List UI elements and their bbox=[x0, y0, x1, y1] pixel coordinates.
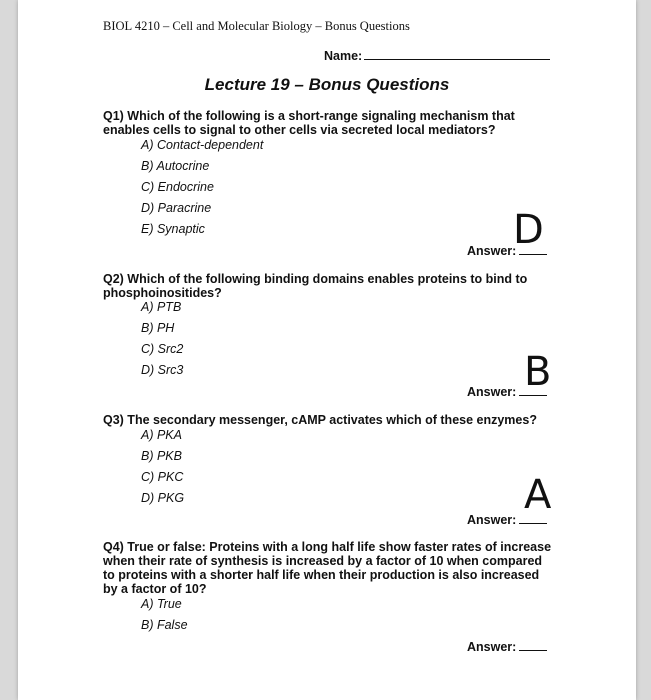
q3-option-b: B) PKB bbox=[141, 449, 182, 463]
q2-answer-field[interactable] bbox=[467, 384, 547, 399]
q2-option-a: A) PTB bbox=[141, 300, 182, 314]
q4-option-a: A) True bbox=[141, 597, 182, 611]
page-title: Lecture 19 – Bonus Questions bbox=[204, 75, 450, 94]
q3-answer-field[interactable] bbox=[467, 512, 547, 527]
q1-answer-field[interactable] bbox=[467, 243, 547, 258]
name-field[interactable] bbox=[324, 47, 550, 63]
question-2-text: Q2) Which of the following binding domains enables proteins to bind to phosphoinositides? bbox=[103, 272, 528, 300]
name-label: Name: bbox=[324, 49, 363, 63]
q4-option-b: B) False bbox=[141, 618, 188, 632]
q4-answer-label: Answer: bbox=[467, 640, 517, 654]
name-blank[interactable] bbox=[364, 47, 550, 60]
q3-option-a: A) PKA bbox=[141, 428, 182, 442]
q1-option-d: D) Paracrine bbox=[141, 201, 212, 215]
q3-option-d: D) PKG bbox=[141, 491, 185, 505]
q3-answer-blank[interactable] bbox=[519, 512, 547, 524]
q1-handwritten-answer: D bbox=[513, 207, 544, 253]
q1-option-b: B) Autocrine bbox=[141, 159, 210, 173]
q2-option-b: B) PH bbox=[141, 321, 175, 335]
q2-answer-blank[interactable] bbox=[519, 384, 547, 396]
document-page bbox=[18, 0, 636, 700]
course-header: BIOL 4210 – Cell and Molecular Biology – Bonus Questions bbox=[103, 19, 410, 33]
q2-option-c: C) Src2 bbox=[141, 342, 184, 356]
question-1-text: Q1) Which of the following is a short-range signaling mechanism that enables cells to signal to other cells via secreted local mediators? bbox=[103, 109, 515, 137]
question-3-text: Q3) The secondary messenger, cAMP activates which of these enzymes? bbox=[103, 413, 537, 427]
q1-answer-label: Answer: bbox=[467, 244, 517, 258]
q1-answer-blank[interactable] bbox=[519, 243, 547, 255]
q1-option-c: C) Endocrine bbox=[141, 180, 214, 194]
q3-option-c: C) PKC bbox=[141, 470, 184, 484]
q4-answer-blank[interactable] bbox=[519, 639, 547, 651]
q2-answer-label: Answer: bbox=[467, 385, 517, 399]
question-4-text: Q4) True or false: Proteins with a long half life show faster rates of increase when their rate of synthesis is increased by a factor of 10 when compared to proteins with a shorter half life when their production is also increased by a factor of 10? bbox=[103, 540, 552, 596]
q1-option-a: A) Contact-dependent bbox=[141, 138, 264, 152]
q1-option-e: E) Synaptic bbox=[141, 222, 205, 236]
q3-answer-label: Answer: bbox=[467, 513, 517, 527]
q2-option-d: D) Src3 bbox=[141, 363, 184, 377]
q4-answer-field[interactable] bbox=[467, 639, 547, 654]
q3-handwritten-answer: A bbox=[524, 472, 552, 518]
q2-handwritten-answer: B bbox=[524, 349, 552, 395]
